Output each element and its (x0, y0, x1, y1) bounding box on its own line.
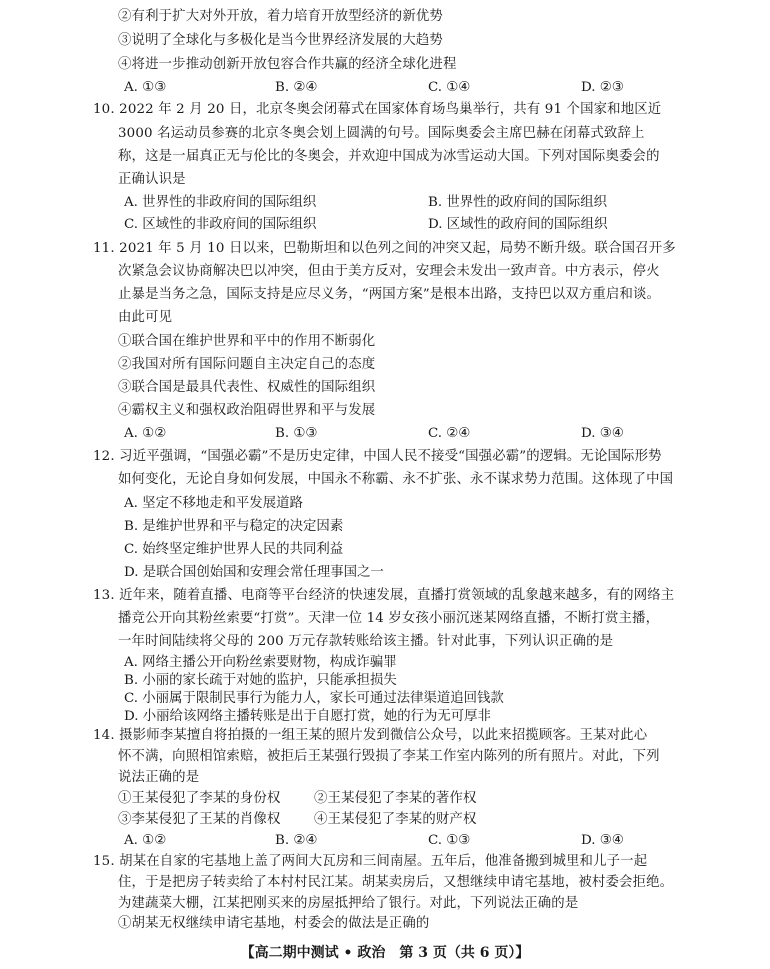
q9-option-d: D. ②③ (581, 80, 624, 95)
q10-stem-line: 正确认识是 (118, 172, 186, 187)
q14-stem-line: 说法正确的是 (118, 770, 200, 785)
q15-statement-1: ①胡某无权继续申请宅基地，村委会的做法是正确的 (118, 916, 430, 931)
q12-stem-line: 如何变化，无论自身如何发展，中国永不称霸、永不扩张、永不谋求势力范围。这体现了中国 (118, 472, 674, 487)
q12-stem-line: 12. 习近平强调，“国强必霸”不是历史定律，中国人民不接受“国强必霸”的逻辑。无论国际形势 (93, 449, 662, 464)
q10-option-b: B. 世界性的政府间的国际组织 (428, 195, 608, 210)
q14-statement-3: ③李某侵犯了王某的肖像权 (118, 812, 281, 827)
q14-statement-1: ①王某侵犯了李某的身份权 (118, 791, 281, 806)
q14-stem-line: 14. 摄影师李某擅自将拍摄的一组王某的照片发到微信公众号，以此来招揽顾客。王某对此心 (93, 728, 648, 743)
q11-stem-line: 次紧急会议协商解决巴以冲突，但由于美方反对，安理会未发出一致声音。中方表示，停火 (118, 264, 660, 279)
q9-option-c: C. ①④ (428, 80, 471, 95)
q13-option-b: B. 小丽的家长疏于对她的监护，只能承担损失 (124, 673, 397, 688)
q14-statement-4: ④王某侵犯了李某的财产权 (314, 812, 477, 827)
q13-stem-line: 播竞公开向其粉丝索要“打赏”。天津一位 14 岁女孩小丽沉迷某网络直播，不断打赏主播， (118, 611, 660, 626)
q12-option-d: D. 是联合国创始国和安理会常任理事国之一 (124, 565, 384, 580)
q13-stem-line: 一年时间陆续将父母的 200 万元存款转账给该主播。针对此事，下列认识正确的是 (118, 634, 614, 649)
q9-statement-3: ③说明了全球化与多极化是当今世界经济发展的大趋势 (118, 33, 443, 48)
q14-option-d: D. ③④ (581, 833, 624, 848)
q11-statement-4: ④霸权主义和强权政治阻碍世界和平与发展 (118, 403, 376, 418)
q9-statement-4: ④将进一步推动创新开放包容合作共赢的经济全球化进程 (118, 57, 457, 72)
q11-option-c: C. ②④ (428, 426, 471, 441)
q10-option-a: A. 世界性的非政府间的国际组织 (124, 195, 317, 210)
q11-option-d: D. ③④ (581, 426, 624, 441)
q15-stem-line: 为建蔬菜大棚，江某把刚买来的房屋抵押给了银行。对此，下列说法正确的是 (118, 896, 579, 911)
q11-statement-1: ①联合国在维护世界和平中的作用不断弱化 (118, 334, 376, 349)
q10-option-d: D. 区域性的政府间的国际组织 (428, 217, 608, 232)
q11-stem-line: 止暴是当务之急，国际支持是应尽义务，“两国方案”是根本出路，支持巴以双方重启和谈。 (118, 287, 661, 302)
q9-option-a: A. ①③ (124, 80, 167, 95)
q13-option-c: C. 小丽属于限制民事行为能力人，家长可通过法律渠道追回钱款 (124, 691, 504, 706)
q15-stem-line: 15. 胡某在自家的宅基地上盖了两间大瓦房和三间南屋。五年后，他准备搬到城里和儿子一起 (93, 854, 648, 869)
q10-stem-line: 10. 2022 年 2 月 20 日，北京冬奥会闭幕式在国家体育场鸟巢举行，共有 91 个国家和地区近 (93, 102, 662, 117)
q13-stem-line: 13. 近年来，随着直播、电商等平台经济的快速发展，直播打赏领域的乱象越来越多，有的网络主 (93, 588, 675, 603)
q13-option-a: A. 网络主播公开向粉丝索要财物，构成诈骗罪 (124, 655, 397, 670)
q9-option-b: B. ②④ (275, 80, 318, 95)
q15-stem-line: 住，于是把房子转卖给了本村村民江某。胡某卖房后，又想继续申请宅基地，被村委会拒绝。 (118, 875, 674, 890)
q10-stem-line: 3000 名运动员参赛的北京冬奥会划上圆满的句号。国际奥委会主席巴赫在闭幕式致辞上 (118, 126, 645, 141)
q10-stem-line: 称，这是一届真正无与伦比的冬奥会，并欢迎中国成为冰雪运动大国。下列对国际奥委会的 (118, 149, 660, 164)
q11-statement-3: ③联合国是最具代表性、权威性的国际组织 (118, 380, 376, 395)
page-footer: 【高二期中测试 • 政治 第 3 页（共 6 页）】 (240, 945, 530, 961)
q14-option-b: B. ②④ (275, 833, 318, 848)
q14-option-c: C. ①③ (428, 833, 471, 848)
q12-option-a: A. 坚定不移地走和平发展道路 (124, 496, 303, 511)
q11-stem-line: 由此可见 (118, 310, 173, 325)
q11-statement-2: ②我国对所有国际问题自主决定自己的态度 (118, 357, 376, 372)
q11-option-a: A. ①② (124, 426, 167, 441)
q9-statement-2: ②有利于扩大对外开放，着力培育开放型经济的新优势 (118, 9, 443, 24)
q10-option-c: C. 区域性的非政府间的国际组织 (124, 217, 317, 232)
q14-stem-line: 怀不满，向照相馆索赔，被拒后王某强行毁损了李某工作室内陈列的所有照片。对此，下列 (118, 749, 660, 764)
q11-option-b: B. ①③ (275, 426, 318, 441)
q13-option-d: D. 小丽给该网络主播转账是出于自愿打赏，她的行为无可厚非 (124, 709, 491, 724)
q14-option-a: A. ①② (124, 833, 167, 848)
q12-option-c: C. 始终坚定维护世界人民的共同利益 (124, 542, 344, 557)
q11-stem-line: 11. 2021 年 5 月 10 日以来，巴勒斯坦和以色列之间的冲突又起，局势不断升级。联合国召开多 (93, 241, 676, 256)
q12-option-b: B. 是维护世界和平与稳定的决定因素 (124, 519, 344, 534)
q14-statement-2: ②王某侵犯了李某的著作权 (314, 791, 477, 806)
